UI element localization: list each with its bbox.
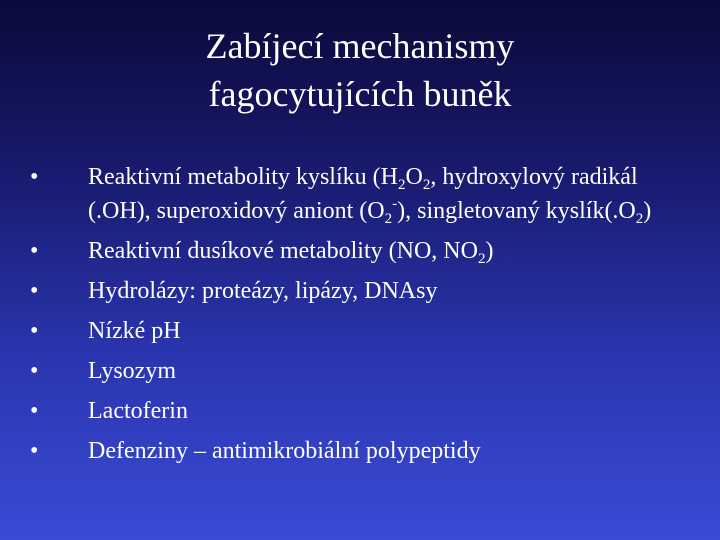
superscript: -	[392, 196, 398, 212]
bullet-item-hydrolases	[30, 274, 670, 308]
subscript: 2	[422, 177, 431, 193]
bullet-text: Lactoferin	[88, 398, 188, 424]
subscript: 2	[635, 211, 644, 227]
bullet-text: Nízké pH	[88, 318, 181, 344]
bullet-text-part: , hydroxylový radikál (.OH), superoxidový aniont (O	[88, 164, 638, 224]
subscript: 2	[397, 177, 406, 193]
bullet-marker: •	[30, 438, 39, 464]
bullet-marker: •	[30, 318, 39, 344]
bullet-text: Defenziny – antimikrobiální polypeptidy	[88, 438, 481, 464]
bullet-marker: •	[30, 358, 39, 384]
bullet-item-lysozyme	[30, 354, 670, 388]
title-line-1: Zabíjecí mechanismy	[205, 26, 515, 66]
bullet-text-part: Reaktivní dusíkové metabolity (NO, NO	[88, 238, 478, 264]
bullet-item-lactoferin	[30, 394, 670, 428]
slide-title	[60, 22, 660, 118]
bullet-list	[30, 160, 670, 474]
bullet-item-low-ph	[30, 314, 670, 348]
bullet-marker: •	[30, 398, 39, 424]
bullet-text-part: Reaktivní metabolity kyslíku (H	[88, 164, 398, 190]
bullet-text: Hydrolázy: proteázy, lipázy, DNAsy	[88, 278, 438, 304]
bullet-text: Lysozym	[88, 358, 176, 384]
subscript: 2	[384, 211, 393, 227]
bullet-item-reactive-oxygen	[30, 160, 670, 228]
title-line-2: fagocytujících buněk	[208, 74, 512, 114]
bullet-text-part: )	[643, 198, 652, 224]
bullet-marker: •	[30, 238, 39, 264]
bullet-text-part: ), singletovaný kyslík(.O	[397, 198, 636, 224]
bullet-text-part: )	[485, 238, 494, 264]
bullet-marker: •	[30, 278, 39, 304]
bullet-item-defensins	[30, 434, 670, 468]
bullet-text-part: O	[405, 164, 423, 190]
bullet-marker: •	[30, 164, 39, 190]
subscript: 2	[477, 251, 486, 267]
bullet-item-reactive-nitrogen	[30, 234, 670, 268]
